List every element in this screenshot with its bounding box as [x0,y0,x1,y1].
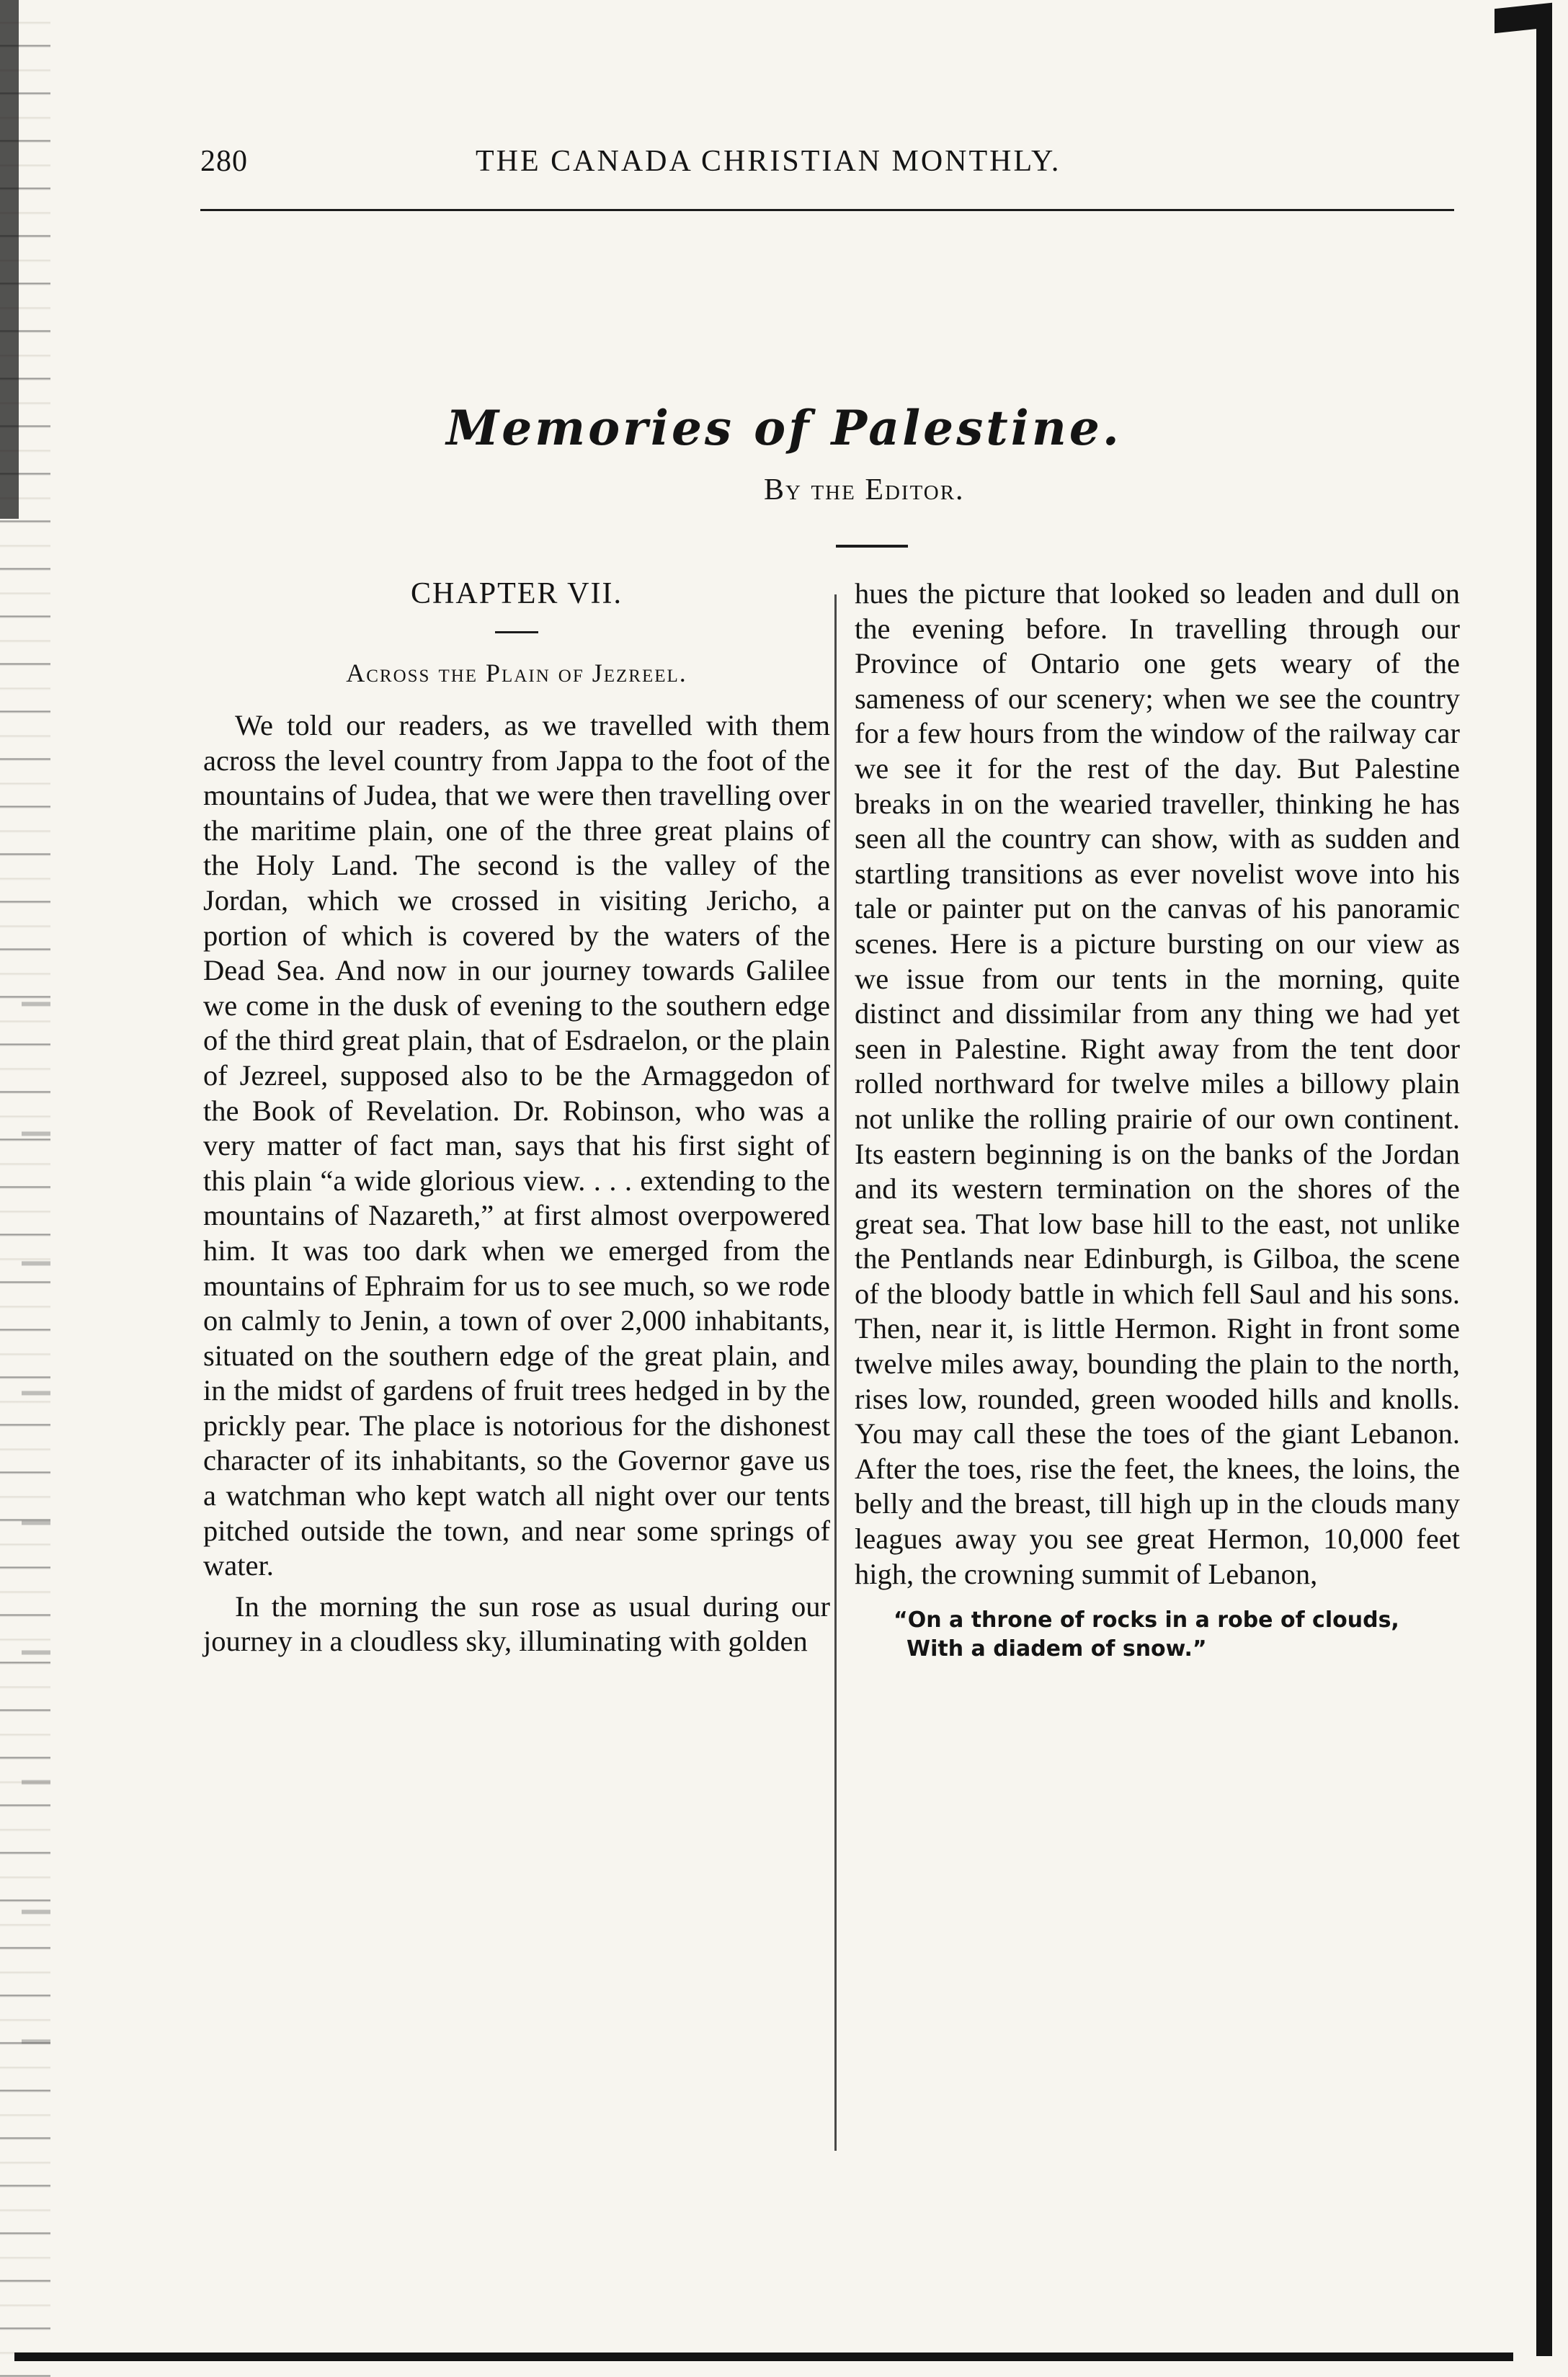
chapter-rule [495,631,538,633]
running-head [200,144,1447,187]
header-rule [200,209,1454,211]
section-heading: Across the Plain of Jezreel. [346,659,687,687]
margin-marks [22,937,50,2162]
page-number: 280 [200,145,248,178]
page-edge-bottom [14,2353,1513,2361]
byline-rule [836,545,908,548]
paragraph: In the morning the sun rose as usual during our journey in a cloudless sky, illuminating with golden [203,1589,830,1658]
left-column [203,576,830,1659]
chapter-heading: CHAPTER VII. [411,577,623,610]
paragraph: hues the picture that looked so leaden and dull on the evening before. In travelling through our Province of Ontario one gets weary of the sameness of our scenery; when we see the country for a few hours from the window of the railway car we see it for the rest of the day. But Palestine breaks in on the wearied traveller, thinking he has seen all the country can show, with as sudden and startling transitions as ever novelist wove into his tale or painter put on the canvas of his panoramic scenes. Here is a picture bursting on our view as we issue from our tents in the morning, quite distinct and dissimilar from any thing we had yet seen in Palestine. Right away from the tent door rolled northward for twelve miles a billowy plain not unlike the rolling prairie of our own continent. Its eastern beginning is on the banks of the Jordan and its western termination on the shores of the great sea. That low base hill to the east, not unlike the Pentlands near Edinburgh, is Gilboa, the scene of the bloody battle in which fell Saul and his sons. Then, near it, is little Hermon. Right in front some twelve miles away, bounding the plain to the north, rises low, rounded, green wooded hills and knolls. You may call these the toes of the giant Lebanon. After the toes, rise the feet, the knees, the loins, the belly and the breast, till high up in the clouds many leagues away you see great Hermon, 10,000 feet high, the crowning summit of Lebanon, [855,577,1460,1590]
paragraph: We told our readers, as we travelled with them across the level country from Jappa to the foot of the mountains of Judea, that we were then travelling over the maritime plain, one of the three great plains of the Holy Land. The second is the valley of the Jordan, which we crossed in visiting Jericho, a portion of which is covered by the waters of the Dead Sea. And now in our journey towards Galilee we come in the dusk of evening to the southern edge of the third great plain, that of Esdraelon, or the plain of Jezreel, supposed also to be the Armaggedon of the Book of Revelation. Dr. Robinson, who was a very matter of fact man, says that his first sight of this plain “a wide glorious view. . . . extending to the mountains of Nazareth,” at first almost overpowered him. It was too dark when we emerged from the mountains of Ephraim for us to see much, so we rode on calmly to Jenin, a town of over 2,000 inhabitants, situated on the southern edge of the great plain, and in the midst of gardens of fruit trees hedged in by the prickly pear. The place is notorious for the dishonest character of its inhabitants, so the Governor gave us a watchman who kept watch all night over our tents pitched outside the town, and near some springs of water. [203,709,830,1582]
page-edge-right [1536,14,1552,2356]
article-title: Memories of Palestine. [446,400,1122,456]
verse-quote [855,1606,1460,1664]
right-column [855,576,1460,1664]
journal-title: THE CANADA CHRISTIAN MONTHLY. [476,145,1061,178]
column-divider [834,594,837,2151]
quote-line: “On a throne of rocks in a robe of clouds, [894,1607,1399,1633]
byline: By the Editor. [764,473,965,507]
quote-line: With a diadem of snow.” [906,1636,1207,1662]
